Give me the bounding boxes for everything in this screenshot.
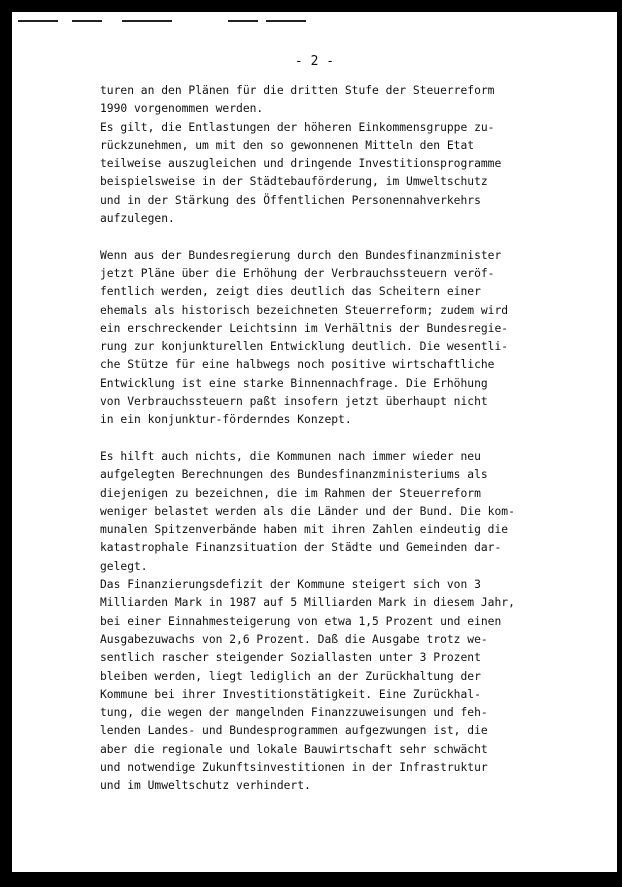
text-line: aber die regionale und lokale Bauwirtschaft sehr schwächt [100,742,488,756]
text-line: Kommune bei ihrer Investitionstätigkeit. Eine Zurückhal- [100,687,481,701]
text-line: katastrophale Finanzsituation der Städte und Gemeinden dar- [100,541,502,555]
text-line: Milliarden Mark in 1987 auf 5 Milliarden Mark in diesem Jahr, [100,596,515,610]
text-line: und in der Stärkung des Öffentlichen Personennahverkehrs [100,193,481,207]
text-line: jetzt Pläne über die Erhöhung der Verbrauchssteuern veröf- [100,266,495,280]
text-line: tung, die wegen der mangelnden Finanzzuweisungen und feh- [100,706,488,720]
text-line: Es gilt, die Entlastungen der höheren Einkommensgruppe zu- [100,120,495,134]
text-line: weniger belastet werden als die Länder und der Bund. Die kom- [100,504,515,518]
page-number: - 2 - [294,54,335,69]
text-line: beispielsweise in der Städtebauförderung, im Umweltschutz [100,175,488,189]
text-line: aufgelegten Berechnungen des Bundesfinanzministeriums als [100,468,488,482]
text-line: turen an den Plänen für die dritten Stufe der Steuerreform [100,84,495,97]
paragraph [100,448,540,796]
text-line: che Stütze für eine halbwegs noch positive wirtschaftliche [100,358,495,372]
text-line: von Verbrauchssteuern paßt insofern jetzt überhaupt nicht [100,395,488,409]
text-line: diejenigen zu bezeichnen, die im Rahmen der Steuerreform [100,486,481,500]
document-page [12,12,617,872]
paragraph-gap [100,228,540,246]
text-line: und notwendige Zukunftsinvestitionen in der Infrastruktur [100,760,488,774]
text-line: lenden Landes- und Bundesprogrammen aufgezwungen ist, die [100,724,488,738]
text-line: Entwicklung ist eine starke Binnennachfrage. Die Erhöhung [100,376,488,390]
paragraph [100,247,540,430]
text-line: teilweise auszugleichen und dringende Investitionsprogramme [100,157,502,171]
text-line: rückzunehmen, um mit den so gewonnenen Mitteln den Etat [100,138,475,152]
text-line: Ausgabezuwachs von 2,6 Prozent. Daß die Ausgabe trotz we- [100,632,488,646]
text-line: ehemals als historisch bezeichneten Steuerreform; zudem wird [100,303,509,317]
text-line: 1990 vorgenommen werden. [100,102,264,116]
text-line: gelegt. [100,559,148,573]
text-line: rung zur konjunkturellen Entwicklung deutlich. Die wesentli- [100,340,509,354]
text-line: Es hilft auch nichts, die Kommunen nach immer wieder neu [100,449,481,463]
text-line: bei einer Einnahmesteigerung von etwa 1,5 Prozent und einen [100,614,502,628]
scan-artifact [12,18,617,24]
text-line: und im Umweltschutz verhindert. [100,779,311,793]
text-line: bleiben werden, liegt lediglich an der Zurückhaltung der [100,669,481,683]
text-line: sentlich rascher steigender Soziallasten unter 3 Prozent [100,651,481,665]
text-line: Das Finanzierungsdefizit der Kommune steigert sich von 3 [100,578,481,592]
text-line: fentlich werden, zeigt dies deutlich das Scheitern einer [100,285,481,299]
text-line: munalen Spitzenverbände haben mit ihren Zahlen eindeutig die [100,523,509,537]
paragraph-gap [100,430,540,448]
body-text [100,82,540,796]
paragraph [100,82,540,228]
text-line: Wenn aus der Bundesregierung durch den Bundesfinanzminister [100,248,502,262]
text-line: aufzulegen. [100,212,175,226]
text-line: in ein konjunktur-förderndes Konzept. [100,413,352,427]
text-line: ein erschreckender Leichtsinn im Verhältnis der Bundesregie- [100,321,509,335]
